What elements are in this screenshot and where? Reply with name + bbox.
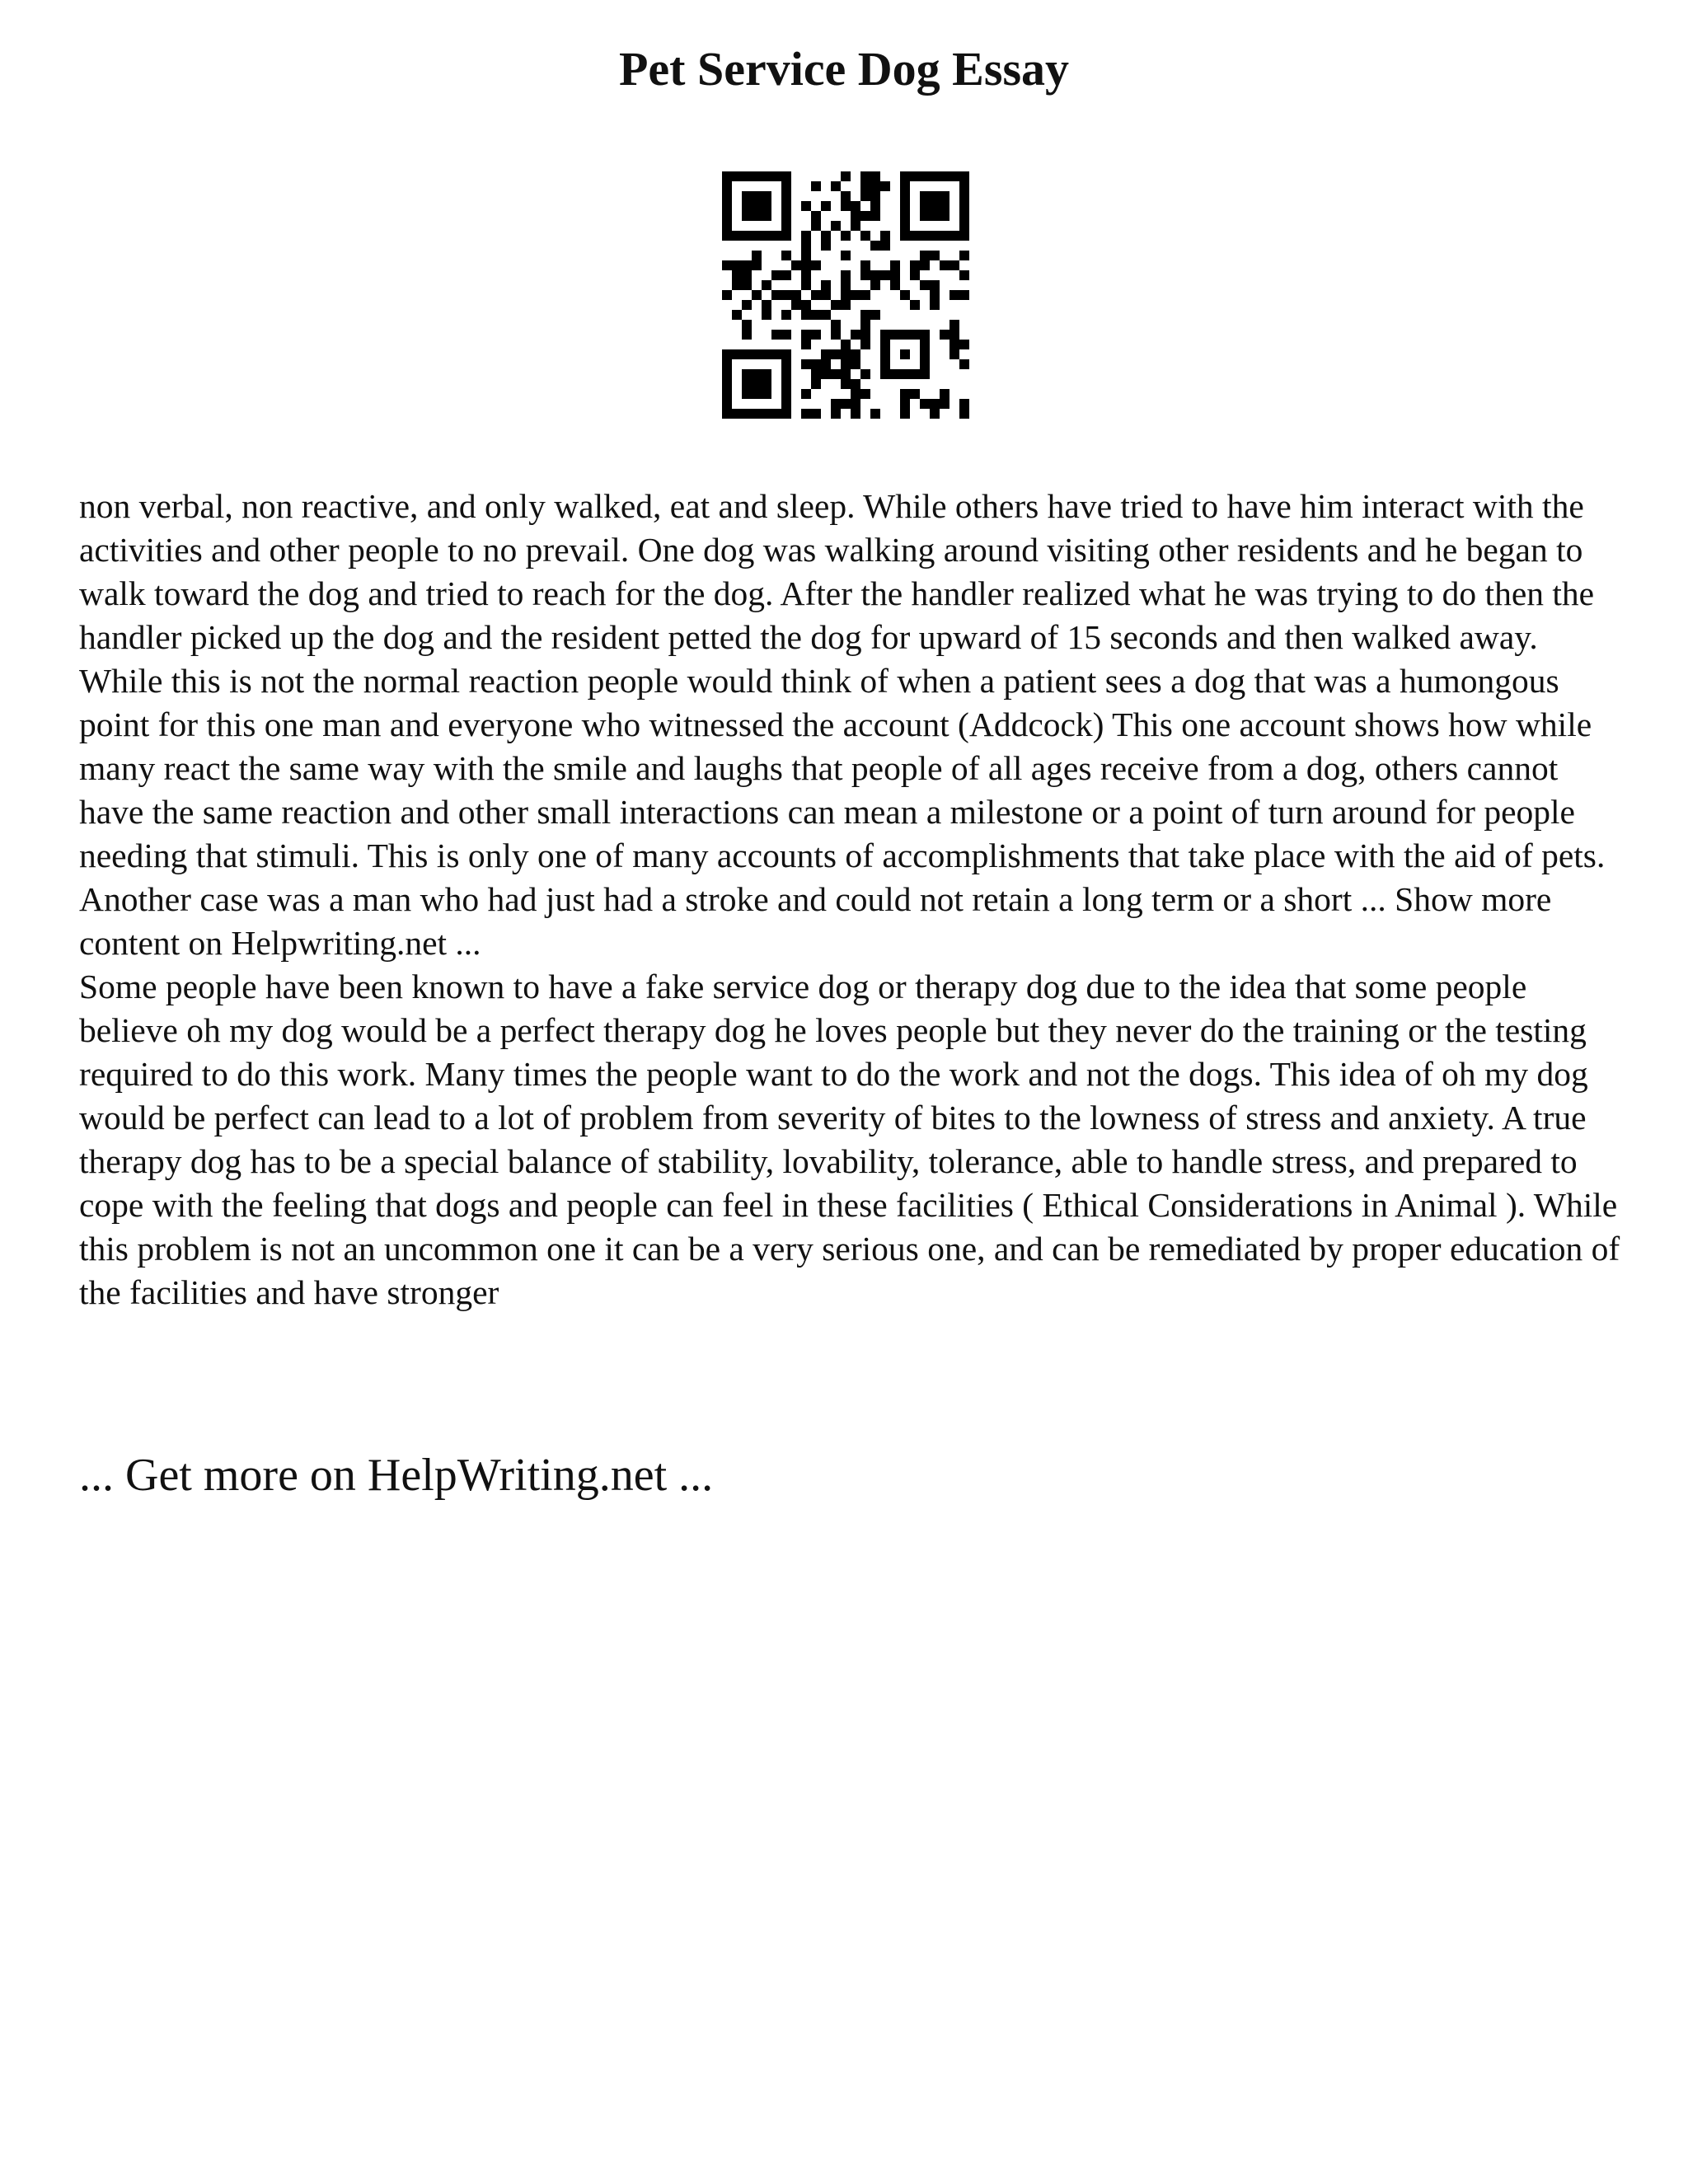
- essay-paragraph: non verbal, non reactive, and only walked, eat and sleep. While others have tried to have him interact with the activities and other people to no prevail. One dog was walking around visiting other residents and he began to walk toward the dog and tried to reach for the dog. After the handler realized what he was trying to do then the handler picked up the dog and the resident petted the dog for upward of 15 seconds and then walked away. While this is not the normal reaction people would think of when a patient sees a dog that was a humongous point for this one man and everyone who witnessed the account (Addcock) This one account shows how while many react the same way with the smile and laughs that people of all ages receive from a dog, others cannot have the same reaction and other small interactions can mean a milestone or a point of turn around for people needing that stimuli. This is only one of many accounts of accomplishments that take place with the aid of pets. Another case was a man who had just had a stroke and could not retain a long term or a short ... Show more content on Helpwriting.net ...: [79, 487, 1606, 962]
- page-title: Pet Service Dog Essay: [618, 42, 1070, 96]
- qr-code-icon: [722, 171, 969, 419]
- get-more-link[interactable]: ... Get more on HelpWriting.net ...: [79, 1450, 714, 1501]
- essay-paragraph: Some people have been known to have a fake service dog or therapy dog due to the idea that some people believe oh my dog would be a perfect therapy dog he loves people but they never do the training or the testing required to do this work. Many times the people want to do the work and not the dogs. This idea of oh my dog would be perfect can lead to a lot of problem from severity of bites to the lowness of stress and anxiety. A true therapy dog has to be a special balance of stability, lovability, tolerance, able to handle stress, and prepared to cope with the feeling that dogs and people can feel in these facilities ( Ethical Considerations in Animal ). While this problem is not an uncommon one it can be a very serious one, and can be remediated by proper education of the facilities and have stronger: [79, 968, 1620, 1311]
- essay-body: [79, 485, 1620, 1315]
